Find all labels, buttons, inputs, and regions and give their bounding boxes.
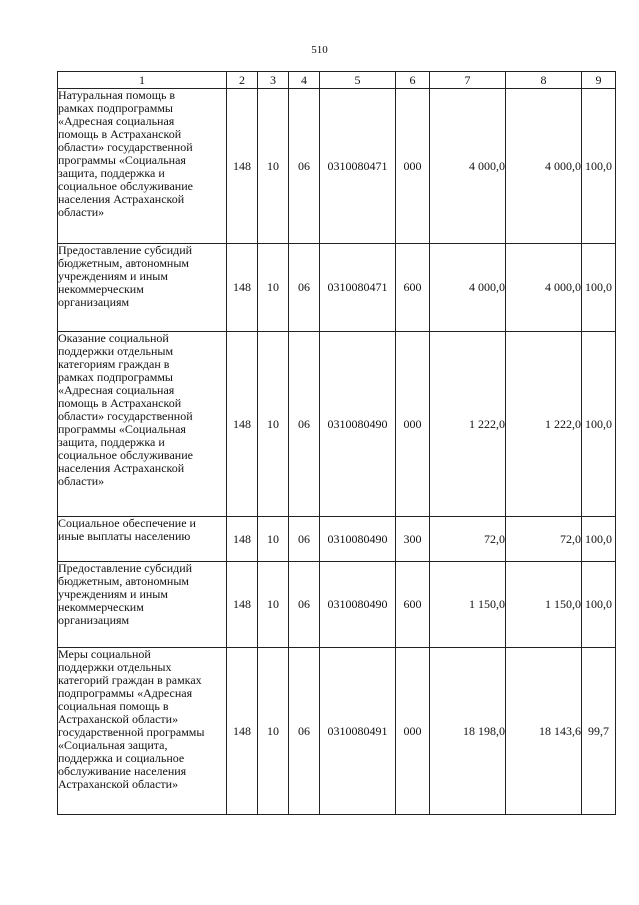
row-description: Социальное обеспечение и иные выплаты населению: [58, 517, 227, 562]
cell-section: 10: [258, 648, 289, 815]
cell-executed: 4 000,0: [506, 244, 582, 332]
cell-executed: 72,0: [506, 517, 582, 562]
cell-admin-code: 148: [227, 244, 258, 332]
cell-percent: 100,0: [582, 89, 616, 244]
cell-admin-code: 148: [227, 517, 258, 562]
table-row: [58, 562, 616, 648]
header-cell: 9: [582, 72, 616, 89]
cell-section: 10: [258, 517, 289, 562]
cell-target-item: 0310080491: [320, 648, 396, 815]
cell-section: 10: [258, 89, 289, 244]
cell-expense-type: 600: [396, 562, 430, 648]
table-row: [58, 517, 616, 562]
cell-admin-code: 148: [227, 648, 258, 815]
cell-planned: 1 150,0: [430, 562, 506, 648]
cell-expense-type: 000: [396, 332, 430, 517]
cell-executed: 18 143,6: [506, 648, 582, 815]
row-description: Меры социальной поддержки отдельных категорий граждан в рамках подпрограммы «Адресная социальная помощь в Астраханской области» государственной программы «Социальная защита, поддержка и социальное обслуживание населения Астраханской области»: [58, 648, 227, 815]
header-cell: 5: [320, 72, 396, 89]
row-description: Натуральная помощь в рамках подпрограммы «Адресная социальная помощь в Астраханской области» государственной программы «Социальная защита, поддержка и социальное обслуживание населения Астраханской области»: [58, 89, 227, 244]
cell-planned: 72,0: [430, 517, 506, 562]
cell-subsection: 06: [289, 648, 320, 815]
table-row: [58, 332, 616, 517]
cell-target-item: 0310080471: [320, 89, 396, 244]
cell-executed: 1 150,0: [506, 562, 582, 648]
cell-subsection: 06: [289, 517, 320, 562]
cell-section: 10: [258, 562, 289, 648]
header-cell: 8: [506, 72, 582, 89]
cell-percent: 100,0: [582, 244, 616, 332]
cell-planned: 1 222,0: [430, 332, 506, 517]
cell-subsection: 06: [289, 332, 320, 517]
header-cell: 2: [227, 72, 258, 89]
header-cell: 3: [258, 72, 289, 89]
header-cell: 4: [289, 72, 320, 89]
cell-expense-type: 600: [396, 244, 430, 332]
cell-planned: 4 000,0: [430, 89, 506, 244]
cell-executed: 4 000,0: [506, 89, 582, 244]
cell-target-item: 0310080490: [320, 517, 396, 562]
cell-target-item: 0310080490: [320, 562, 396, 648]
cell-planned: 4 000,0: [430, 244, 506, 332]
page-number: 510: [311, 44, 328, 56]
cell-section: 10: [258, 332, 289, 517]
cell-percent: 100,0: [582, 517, 616, 562]
cell-percent: 100,0: [582, 562, 616, 648]
cell-subsection: 06: [289, 562, 320, 648]
cell-executed: 1 222,0: [506, 332, 582, 517]
header-cell: 7: [430, 72, 506, 89]
cell-section: 10: [258, 244, 289, 332]
cell-admin-code: 148: [227, 89, 258, 244]
row-description: Предоставление субсидий бюджетным, автономным учреждениям и иным некоммерческим организациям: [58, 562, 227, 648]
budget-table: [57, 71, 616, 815]
cell-expense-type: 000: [396, 648, 430, 815]
cell-subsection: 06: [289, 89, 320, 244]
header-cell: 6: [396, 72, 430, 89]
table-row: [58, 89, 616, 244]
cell-target-item: 0310080471: [320, 244, 396, 332]
cell-planned: 18 198,0: [430, 648, 506, 815]
cell-admin-code: 148: [227, 562, 258, 648]
cell-subsection: 06: [289, 244, 320, 332]
header-row: [58, 72, 616, 89]
cell-percent: 100,0: [582, 332, 616, 517]
row-description: Оказание социальной поддержки отдельным категориям граждан в рамках подпрограммы «Адресная социальная помощь в Астраханской области» государственной программы «Социальная защита, поддержка и социальное обслуживание населения Астраханской области»: [58, 332, 227, 517]
cell-expense-type: 300: [396, 517, 430, 562]
cell-admin-code: 148: [227, 332, 258, 517]
table-row: [58, 648, 616, 815]
cell-target-item: 0310080490: [320, 332, 396, 517]
cell-percent: 99,7: [582, 648, 616, 815]
row-description: Предоставление субсидий бюджетным, автономным учреждениям и иным некоммерческим организациям: [58, 244, 227, 332]
table-row: [58, 244, 616, 332]
header-cell: 1: [58, 72, 227, 89]
cell-expense-type: 000: [396, 89, 430, 244]
